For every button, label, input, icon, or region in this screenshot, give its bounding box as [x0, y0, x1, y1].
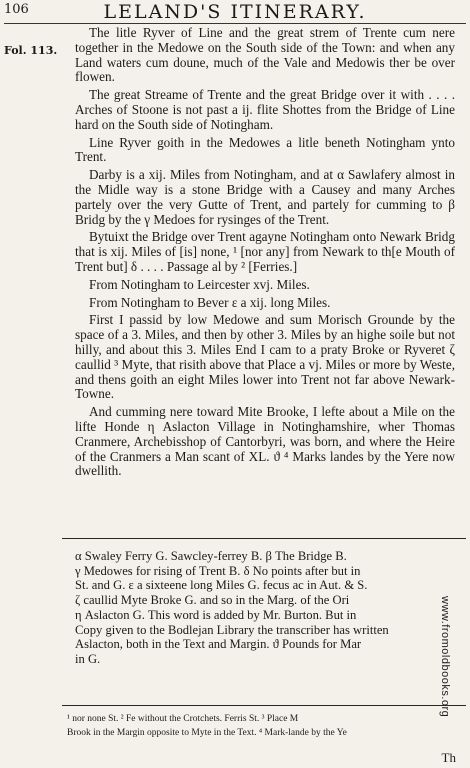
body-text [75, 26, 455, 482]
note-line: η Aslacton G. This word is added by Mr. Burton. But in [75, 607, 357, 622]
footnotes [67, 712, 467, 740]
note-line: Copy given to the Bodlejan Library the transcriber has written [75, 622, 389, 637]
notes-rule [62, 538, 466, 539]
catchword: Th [441, 750, 456, 765]
paragraph: Bytuixt the Bridge over Trent agayne Notingham onto Newark Bridg that is xij. Miles of [is] none, ¹ [nor any] from Newark to th[e Mouth of Trent but] δ . . . . Passage al by ² [Ferries.] [75, 229, 455, 274]
watermark: www.fromoldbooks.org [439, 596, 451, 718]
paragraph: Darby is a xij. Miles from Notingham, and at α Sawlafery almost in the Midle way is a stone Bridge with a Causey and many Arches partely over the very Gutte of Trent, and partely for cumming to β Bridg by the γ Medoes for rysinges of the Trent. [75, 167, 455, 227]
note-line: ζ caullid Myte Broke G. and so in the Marg. of the Ori [75, 593, 350, 608]
footnote-line: ¹ nor none St. ² Fe without the Crotchets. Ferris St. ³ Place M [67, 714, 299, 724]
note-line: St. and G. ε a sixteene long Miles G. fecus ac in Aut. & S. [75, 578, 368, 593]
paragraph: From Notingham to Bever ε a xij. long Miles. [89, 294, 331, 310]
margin-folio-note: Fol. 113. [4, 44, 58, 57]
paragraph: From Notingham to Leircester xvj. Miles. [89, 276, 310, 292]
paragraph: First I passid by low Medowe and sum Morisch Grounde by the space of a 3. Miles, and then by other 3. Miles by an highe soile but not hilly, and about this 3. Miles End I cam to a praty Broke or Ryveret ζ caullid ³ Myte, that risith above that Place a vj. Miles or more by Weste, and thens goith an eight Miles lower into Trent not far above Newark-Towne. [75, 312, 455, 402]
paragraph: Line Ryver goith in the Medowes a litle beneth Notingham ynto Trent. [75, 134, 455, 165]
paragraph: The great Streame of Trente and the great Bridge over it with . . . . Arches of Stoone is not past a ij. flite Shottes from the Bridge of Line hard on the South side of Notingham. [75, 87, 455, 132]
page-number: 106 [4, 2, 29, 17]
note-line: γ Medowes for rising of Trent B. δ No points after but in [75, 563, 361, 578]
note-line: α Swaley Ferry G. Sawcley-ferrey B. β The Bridge B. [75, 549, 347, 563]
header-rule [4, 23, 466, 24]
running-head: LELAND'S ITINERARY. [103, 1, 367, 23]
textual-notes [75, 549, 455, 667]
footnote-line: Brook in the Margin opposite to Myte in the Text. ⁴ Mark-lande by the Ye [67, 728, 347, 738]
paragraph: The litle Ryver of Line and the great strem of Trente cum nere together in the Medowe on the South side of the Town: and when any Land waters cum doune, much of the Vale and Medowis ther be over flowen. [75, 25, 455, 85]
note-line: Aslacton, both in the Text and Margin. ϑ Pounds for Mar [75, 637, 362, 652]
note-line: in G. [75, 651, 101, 666]
paragraph: And cumming nere toward Mite Brooke, I lefte about a Mile on the lifte Honde η Aslacton Village in Notinghamshire, wher Thomas Cranmere, Archebisshop of Cantorbyri, was born, and where the Heire of the Cranmers a Man scant of XL. ϑ ⁴ Marks landes by the Yere now dwellith. [75, 404, 455, 479]
footnote-rule [62, 705, 466, 706]
